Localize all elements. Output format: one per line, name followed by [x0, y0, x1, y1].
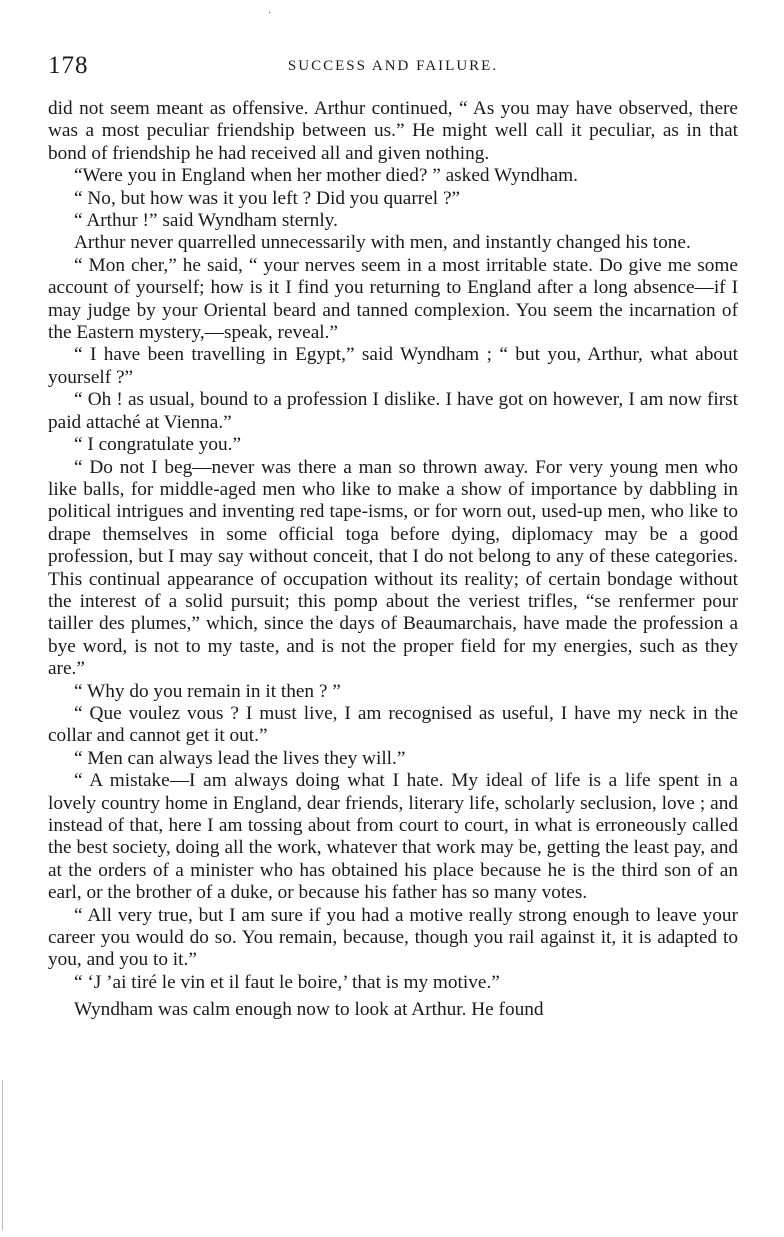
paragraph: “ Why do you remain in it then ? ”	[74, 680, 341, 702]
print-speck: ·	[268, 8, 272, 19]
paragraph: Wyndham was calm enough now to look at Arthur. He found	[74, 999, 544, 1021]
paragraph: “Were you in England when her mother died? ” asked Wyndham.	[74, 165, 578, 187]
page-header	[48, 52, 738, 82]
paragraph: “ ‘J ’ai tiré le vin et il faut le boire,’ that is my motive.”	[74, 971, 500, 993]
paragraph: “ Arthur !” said Wyndham sternly.	[74, 210, 338, 232]
page-edge-shadow	[2, 1080, 3, 1230]
page-body	[48, 98, 738, 1022]
page-number: 178	[48, 52, 89, 79]
paragraph: “ Mon cher,” he said, “ your nerves seem in a most irritable state. Do give me some account of yourself; how is it I find you returning to England after a long absence—if I may judge by your Oriental beard and tanned complexion. You seem the incarnation of the Eastern mystery,—speak, reveal.”	[48, 254, 738, 344]
paragraph: “ I congratulate you.”	[74, 434, 242, 456]
paragraph: “ I have been travelling in Egypt,” said Wyndham ; “ but you, Arthur, what about yourself ?”	[48, 344, 738, 388]
paragraph: “ No, but how was it you left ? Did you quarrel ?”	[74, 187, 461, 209]
paragraph: “ All very true, but I am sure if you had a motive really strong enough to leave your career you would do so. You remain, because, though you rail against it, it is adapted to you, and you to it.”	[48, 904, 738, 971]
paragraph: Arthur never quarrelled unnecessarily with men, and instantly changed his tone.	[74, 232, 691, 254]
paragraph: “ Men can always lead the lives they will.”	[74, 747, 406, 769]
paragraph: “ Do not I beg—never was there a man so thrown away. For very young men who like balls, for middle-aged men who like to make a show of importance by dabbling in political intrigues and inventing red tape-isms, or for worn out, used-up men, who like to drape themselves in some official toga before dying, diplomacy may be a good profession, but I may say without conceit, that I do not belong to any of these categories. This continual appearance of occupation without its reality; of certain bondage without the interest of a solid pursuit; this pomp about the veriest trifles, “se renfermer pour tailler des plumes,” which, since the days of Beaumarchais, have made the profession a bye word, is not to my taste, and is not the proper field for my energies, such as they are.”	[48, 456, 738, 680]
paragraph: “ A mistake—I am always doing what I hate. My ideal of life is a life spent in a lovely country home in England, dear friends, literary life, scholarly seclusion, love ; and instead of that, here I am tossing about from court to court, in what is erroneously called the best society, doing all the work, whatever that work may be, getting the least pay, and at the orders of a minister who has obtained his place because he is the third son of an earl, or the brother of a duke, or because his father has so many votes.	[48, 770, 738, 904]
paragraph: “ Oh ! as usual, bound to a profession I dislike. I have got on however, I am now first paid attaché at Vienna.”	[48, 389, 738, 433]
paragraph: “ Que voulez vous ? I must live, I am recognised as useful, I have my neck in the collar and cannot get it out.”	[48, 702, 738, 747]
paragraph: did not seem meant as offensive. Arthur continued, “ As you may have observed, there was a most peculiar friendship between us.” He might well call it peculiar, as in that bond of friendship he had received all and given nothing.	[48, 98, 738, 164]
running-title: SUCCESS AND FAILURE.	[287, 58, 499, 74]
